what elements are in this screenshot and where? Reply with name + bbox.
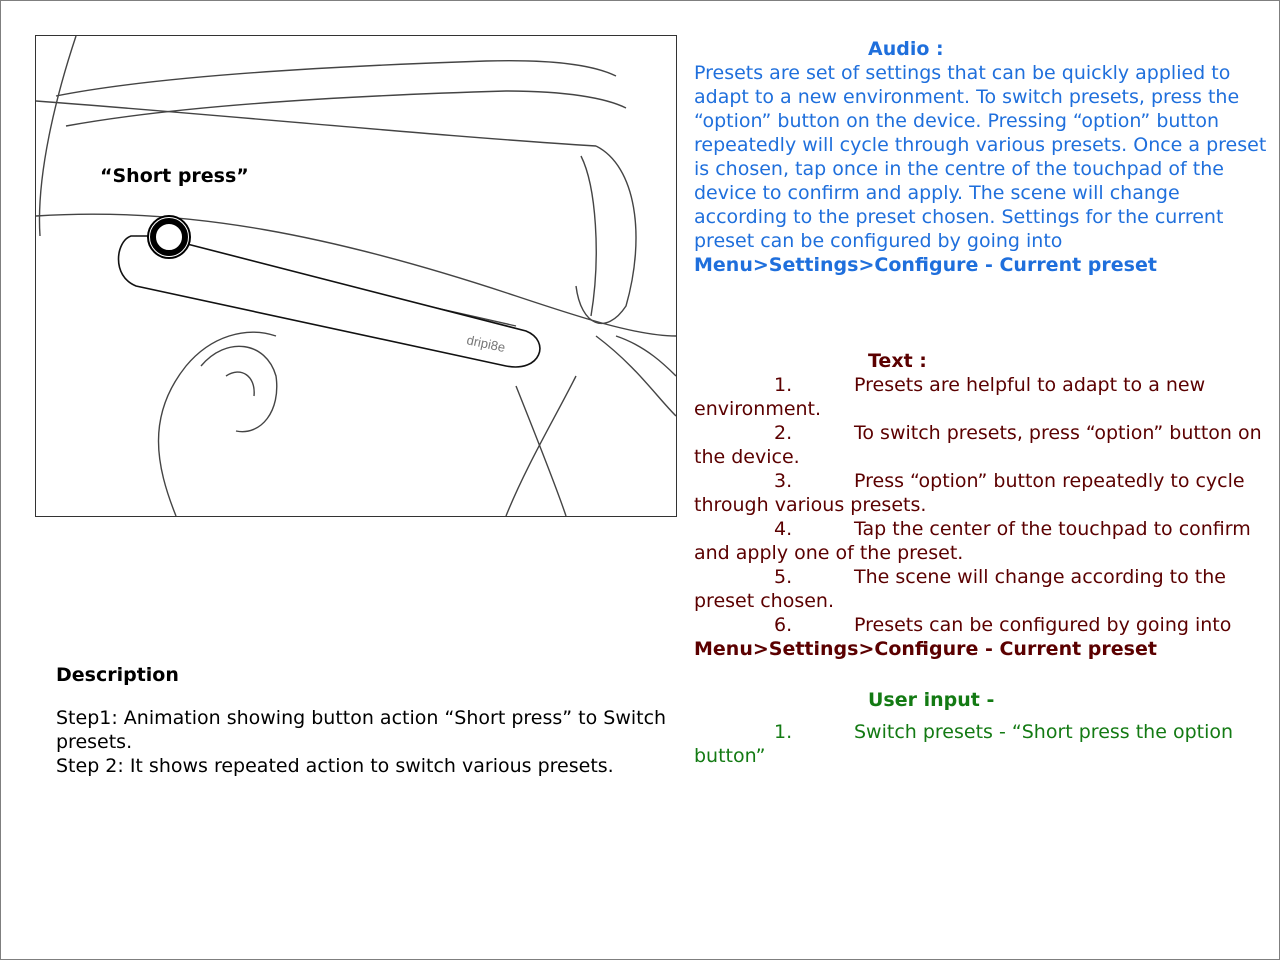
text-section [694,349,1274,661]
list-item [694,421,1274,469]
user-input-section [694,688,1274,768]
description-title: Description [56,664,179,686]
list-number: 4. [774,518,793,540]
list-text: To switch presets, press “option” button on the device. [694,422,1262,468]
list-item [694,565,1274,613]
short-press-label: “Short press” [100,165,249,187]
audio-heading: Audio : [868,38,944,60]
list-text: The scene will change according to the preset chosen. [694,566,1226,612]
list-text: Press “option” button repeatedly to cycle through various presets. [694,470,1245,516]
user-input-list [694,720,1274,768]
device-logo: dripi8e [465,332,507,356]
audio-section [694,37,1274,277]
text-menu-path: Menu>Settings>Configure - Current preset [694,638,1157,660]
list-text: Presets are helpful to adapt to a new environment. [694,374,1206,420]
description-section [56,663,676,778]
list-item [694,720,1274,768]
list-item [694,373,1274,421]
list-number: 3. [774,470,793,492]
list-number: 6. [774,614,793,636]
list-number: 5. [774,566,793,588]
audio-menu-path: Menu>Settings>Configure - Current preset [694,254,1157,276]
list-item [694,517,1274,565]
text-heading: Text : [868,350,927,372]
list-number: 1. [774,721,793,743]
list-number: 1. [774,374,793,396]
headset-sketch [36,36,676,516]
description-step2: Step 2: It shows repeated action to switch various presets. [56,755,614,777]
list-item [694,469,1274,517]
list-text: Tap the center of the touchpad to confirm and apply one of the preset. [694,518,1251,564]
list-number: 2. [774,422,793,444]
user-input-heading: User input - [868,689,995,711]
description-step1: Step1: Animation showing button action “Short press” to Switch presets. [56,707,667,753]
audio-body: Presets are set of settings that can be quickly applied to adapt to a new environment. To switch presets, press the “option” button on the device. Pressing “option” button repeatedly will cycle through various presets. Once a preset is chosen, tap once in the centre of the touchpad of the device to confirm and apply. The scene will change according to the preset chosen. Settings for the current preset can be configured by going into [694,62,1267,252]
list-text: Presets can be configured by going into [854,614,1232,636]
text-items-list [694,373,1274,637]
list-text: Switch presets - “Short press the option button” [694,721,1234,767]
device-illustration [35,35,677,517]
list-item [694,613,1274,637]
